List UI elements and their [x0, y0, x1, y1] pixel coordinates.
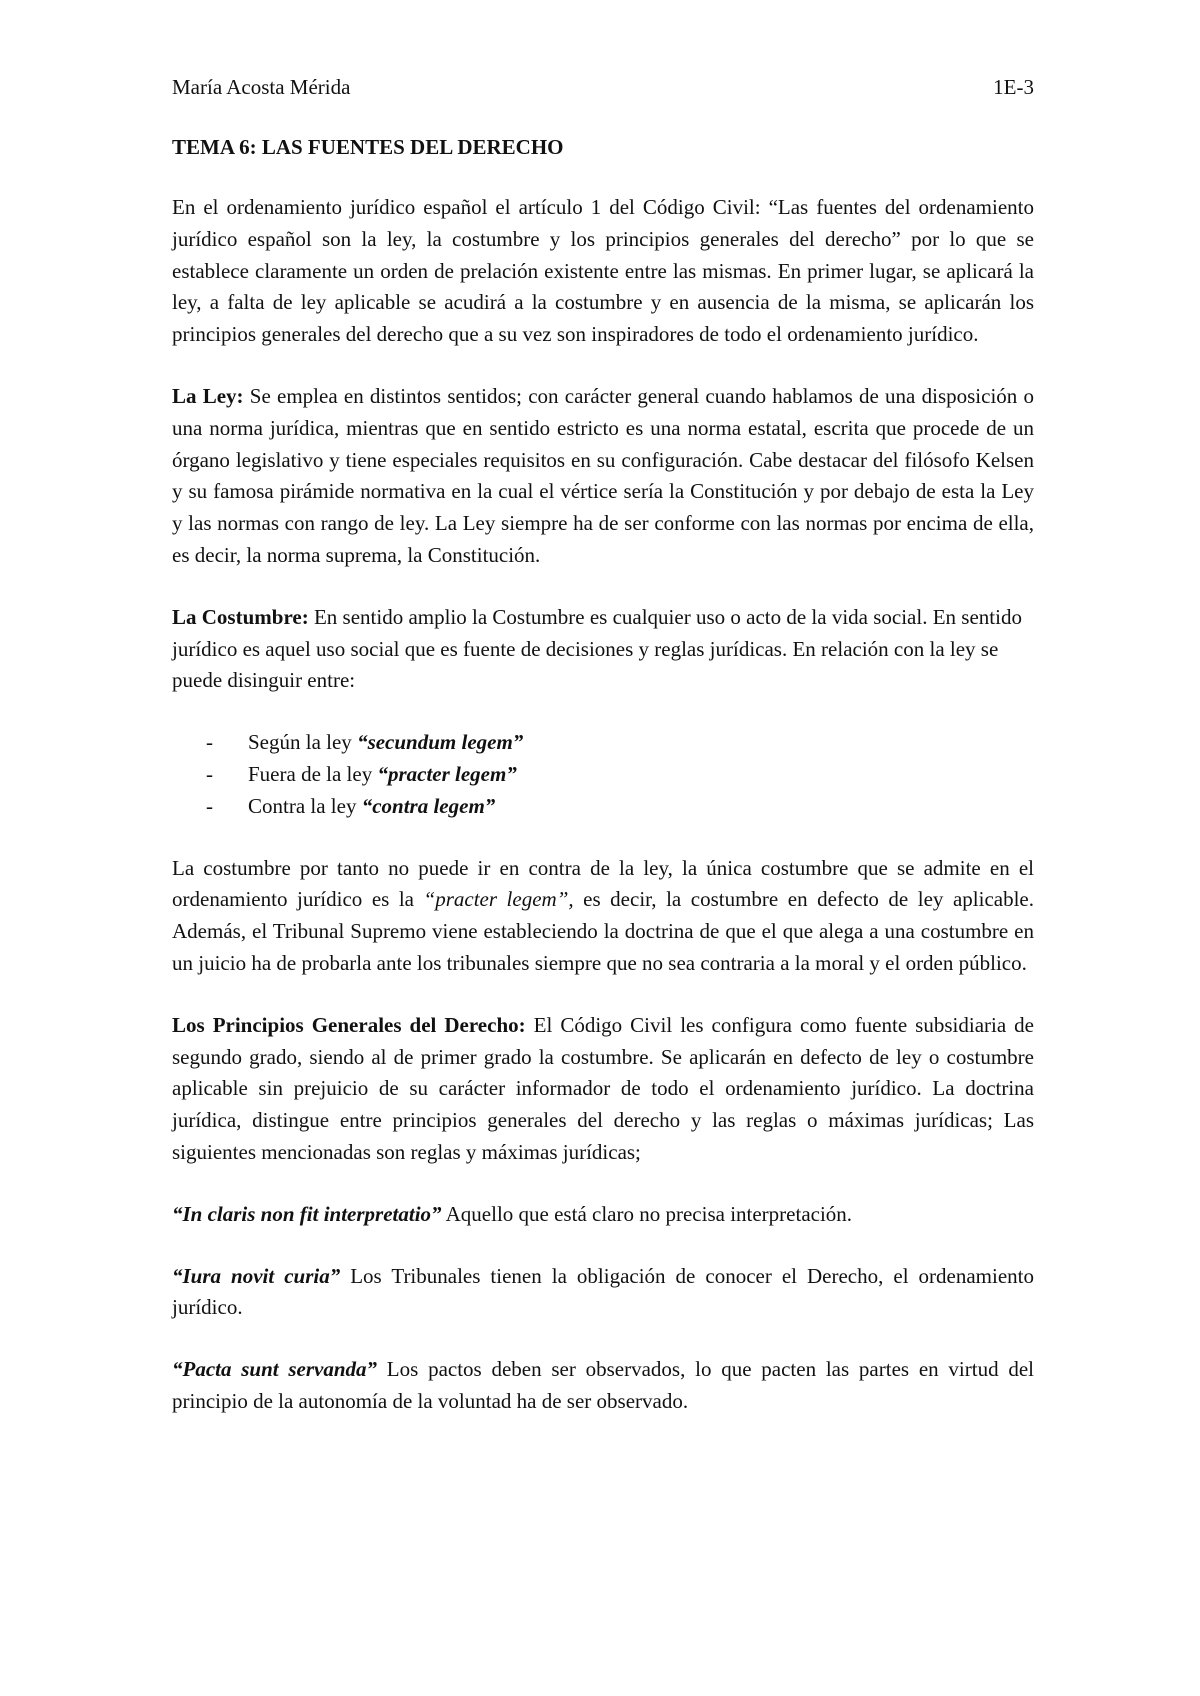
costumbre-after-rest: es decir, la costumbre en defecto de ley aplicable. Además, el Tribunal Supremo viene estableciendo la doctrina de que el que alega a una costumbre en un juicio ha de probarla ante los tribunales siempre que no sea contraria a la moral y el orden público. [172, 887, 1034, 975]
ley-text: Se emplea en distintos sentidos; con carácter general cuando hablamos de una disposición o una norma jurídica, mientras que en sentido estricto es una norma estatal, escrita que procede de un órgano legislativo y tiene especiales requisitos en su configuración. Cabe destacar del filósofo Kelsen y su famosa pirámide normativa en la cual el vértice sería la Constitución y por debajo de esta la Ley y las normas con rango de ley. La Ley siempre ha de ser conforme con las normas por encima de ella, es decir, la norma suprema, la Constitución. [172, 383, 1035, 567]
maxim-term: “In claris non fit interpretatio” [172, 1201, 442, 1226]
intro-paragraph: En el ordenamiento jurídico español el artículo 1 del Código Civil: “Las fuentes del ordenamiento jurídico español son la ley, la costumbre y los principios generales del derecho” por lo que se establece claramente un orden de prelación existente entre las mismas. En primer lugar, se aplicará la ley, a falta de ley aplicable se acudirá a la costumbre y en ausencia de la misma, se aplicarán los principios generales del derecho que a su vez son inspiradores de todo el ordenamiento jurídico. [172, 195, 1034, 347]
list-item-term: “contra legem” [361, 793, 496, 818]
list-dash: - [206, 793, 213, 818]
maxim-term: “Iura novit curia” [172, 1263, 341, 1288]
list-dash: - [206, 761, 213, 786]
maxim-term: “Pacta sunt servanda” [172, 1357, 378, 1382]
list-item [172, 791, 1034, 823]
maxim-paragraph [172, 1261, 1034, 1325]
list-item-term: “practer legem” [377, 761, 517, 786]
principios-text: El Código Civil les configura como fuente subsidiaria de segundo grado, siendo al de primer grado la costumbre. Se aplicarán en defecto de ley o costumbre aplicable sin prejuicio de su carácter informador de todo el ordenamiento jurídico. La doctrina jurídica, distingue entre principios generales del derecho y las reglas o máximas jurídicas; Las siguientes mencionadas son reglas y máximas jurídicas; [172, 1012, 1034, 1164]
costumbre-list [172, 727, 1034, 822]
principios-label: Los Principios Generales del Derecho: [172, 1012, 526, 1037]
group-code: 1E-3 [993, 75, 1034, 99]
costumbre-after-term: “practer legem”, [423, 887, 574, 912]
costumbre-after-text: La costumbre por tanto no puede ir en contra de la ley, la única costumbre que se admite en el ordenamiento jurídico es la [172, 855, 1034, 912]
list-dash: - [206, 730, 213, 755]
costumbre-paragraph [172, 602, 1034, 697]
list-item-term: “secundum legem” [357, 730, 524, 755]
maxim-paragraph [172, 1354, 1034, 1418]
costumbre-label: La Costumbre: [172, 604, 309, 629]
list-item-text: Contra la ley [248, 793, 362, 818]
costumbre-after-paragraph [172, 853, 1034, 980]
principios-paragraph [172, 1010, 1034, 1169]
list-item-text: Fuera de la ley [248, 761, 378, 786]
author-name: María Acosta Mérida [172, 75, 351, 99]
list-item [172, 727, 1034, 759]
maxim-text: Los Tribunales tienen la obligación de conocer el Derecho, el ordenamiento jurídico. [172, 1263, 1034, 1320]
list-item-text: Según la ley [248, 730, 358, 755]
ley-paragraph [172, 381, 1034, 572]
maxim-text: Los pactos deben ser observados, lo que pacten las partes en virtud del principio de la autonomía de la voluntad ha de ser observado. [172, 1357, 1034, 1413]
costumbre-text: En sentido amplio la Costumbre es cualquier uso o acto de la vida social. En sentido jurídico es aquel uso social que es fuente de decisiones y reglas jurídicas. En relación con la ley se puede disinguir entre: [172, 604, 1022, 693]
maxim-text: Aquello que está claro no precisa interpretación. [441, 1201, 853, 1226]
list-item [172, 759, 1034, 791]
document-title: TEMA 6: LAS FUENTES DEL DERECHO [172, 135, 564, 159]
page-header [172, 72, 1034, 102]
document-page [172, 72, 1034, 1448]
ley-label: La Ley: [172, 383, 244, 408]
maxim-paragraph [172, 1199, 1034, 1231]
